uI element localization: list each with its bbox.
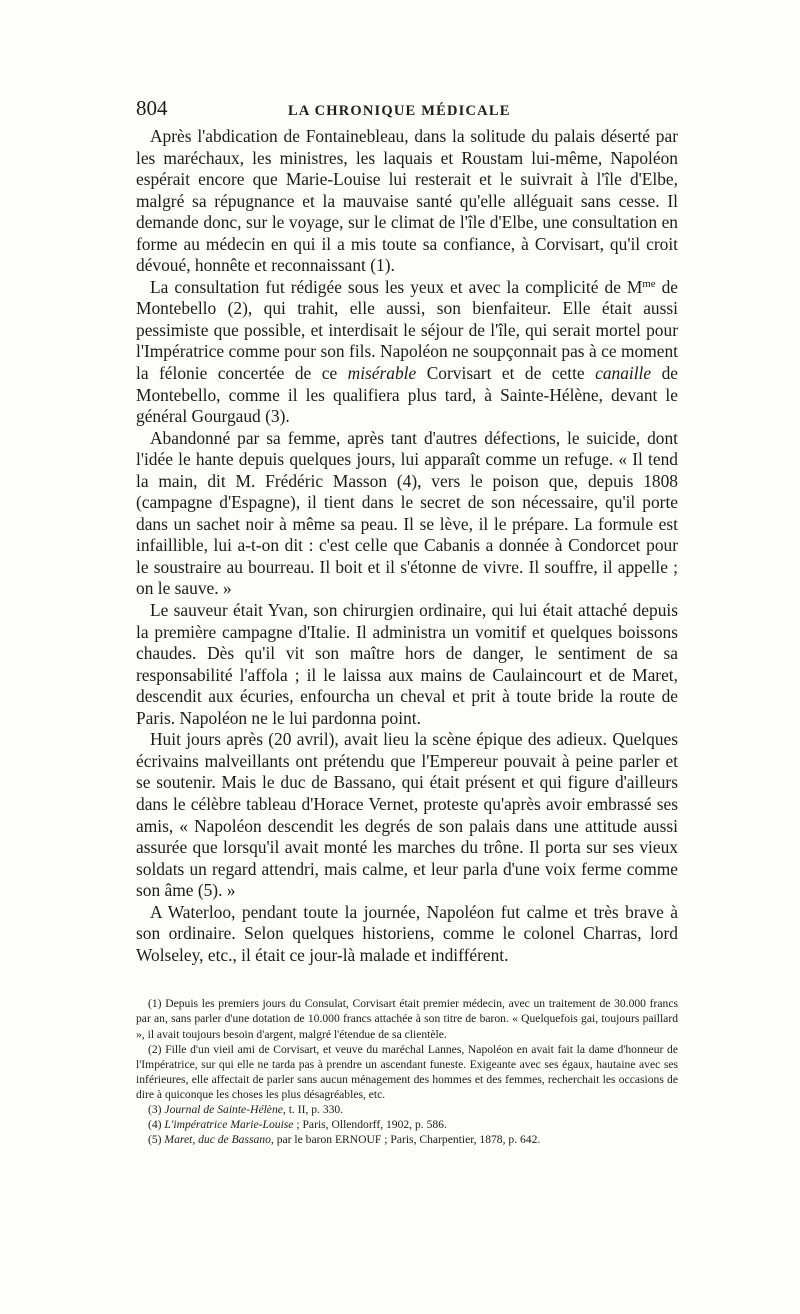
footnote-2: (2) Fille d'un vieil ami de Corvisart, et veuve du maréchal Lannes, Napoléon en avait fait la dame d'honneur de l'Impératrice, sur qui elle ne tarda pas à prendre un ascendant funeste. Exigeante avec ses égaux, hautaine avec ses inférieures, elle affectait de parler sans aucun ménagement des hommes et des femmes, recherchait les occasions de dire à quiconque les choses les plus désagréables, etc. (136, 1042, 678, 1101)
page (136, 96, 678, 1147)
page-header (136, 96, 678, 126)
footnotes (136, 996, 678, 1147)
footnote-4: (4) L'impératrice Marie-Louise ; Paris, Ollendorff, 1902, p. 586. (148, 1118, 447, 1132)
paragraph-3: Abandonné par sa femme, après tant d'autres défections, le suicide, dont l'idée le hante depuis quelques jours, lui apparaît comme un refuge. « Il tend la main, dit M. Frédéric Masson (4), vers le poison que, depuis 1808 (campagne d'Espagne), il tient dans le secret de son nécessaire, qu'il porte dans un sachet noir à même sa peau. Il se lève, il le prépare. La formule est infaillible, lui a-t-on dit : c'est celle que Cabanis a donnée à Condorcet pour le soustraire au bourreau. Il boit et il s'étonne de vivre. Il souffre, il appelle ; on le sauve. » (136, 427, 678, 599)
paragraph-2: La consultation fut rédigée sous les yeux et avec la complicité de $M^{me}$ de Montebello (2), qui trahit, elle aussi, son bienfaiteur. Elle était aussi pessimiste que possible, et interdisait le séjour de l'île, qui serait mortel pour l'Impératrice comme pour son fils. Napoléon ne soupçonnait pas à ce moment la félonie concertée de ce misérable Corvisart et de cette canaille de Montebello, comme il les qualifiera plus tard, à Sainte-Hélène, devant le général Gourgaud (3). (136, 276, 679, 427)
running-title: LA CHRONIQUE MÉDICALE (288, 103, 511, 119)
page-number: 804 (136, 96, 168, 120)
paragraph-6: A Waterloo, pendant toute la journée, Napoléon fut calme et très brave à son ordinaire. Selon quelques historiens, comme le colonel Charras, lord Wolseley, etc., il était ce jour-là malade et indifférent. (136, 901, 678, 965)
footnote-1: (1) Depuis les premiers jours du Consulat, Corvisart était premier médecin, avec un traitement de 30.000 francs par an, sans parler d'une dotation de 10.000 francs attachée à son titre de baron. « Quelquefois gai, toujours paillard », il avait toujours besoin d'argent, malgré l'étendue de sa clientèle. (136, 997, 678, 1041)
footnote-3: (3) Journal de Sainte-Hélène, t. II, p. 330. (148, 1102, 344, 1116)
footnote-5: (5) Maret, duc de Bassano, par le baron ERNOUF ; Paris, Charpentier, 1878, p. 642. (148, 1133, 541, 1147)
separator (136, 966, 678, 996)
paragraph-4: Le sauveur était Yvan, son chirurgien ordinaire, qui lui était attaché depuis la première campagne d'Italie. Il administra un vomitif et quelques boissons chaudes. Dès qu'il vit son maître hors de danger, le sentiment de sa responsabilité l'affola ; il le laissa aux mains de Caulaincourt et de Maret, descendit aux écuries, enfourcha un cheval et prit à toute bride la route de Paris. Napoléon ne le lui pardonna point. (136, 600, 678, 728)
paragraph-5: Huit jours après (20 avril), avait lieu la scène épique des adieux. Quelques écrivains malveillants ont prétendu que l'Empereur pouvait à peine parler et se soutenir. Mais le duc de Bassano, qui était présent et qui figure d'ailleurs dans le célèbre tableau d'Horace Vernet, proteste qu'après avoir embrassé ses amis, « Napoléon descendit les degrés de son palais dans une attitude aussi assurée que lorsqu'il avait monté les marches du trône. Il porta sur ses vieux soldats un regard attendri, mais calme, et leur parla d'une voix ferme comme son âme (5). » (136, 729, 678, 901)
paragraph-1: Après l'abdication de Fontainebleau, dans la solitude du palais déserté par les maréchaux, les ministres, les laquais et Roustam lui-même, Napoléon espérait encore que Marie-Louise lui resterait et le suivrait à l'île d'Elbe, malgré sa répugnance et la mauvaise santé qu'elle alléguait sans cesse. Il demande donc, sur le voyage, sur le climat de l'île d'Elbe, une consultation en forme au médecin en qui il a mis toute sa confiance, à Corvisart, qu'il croit dévoué, honnête et reconnaissant (1). (136, 126, 678, 276)
body-text (136, 126, 678, 966)
